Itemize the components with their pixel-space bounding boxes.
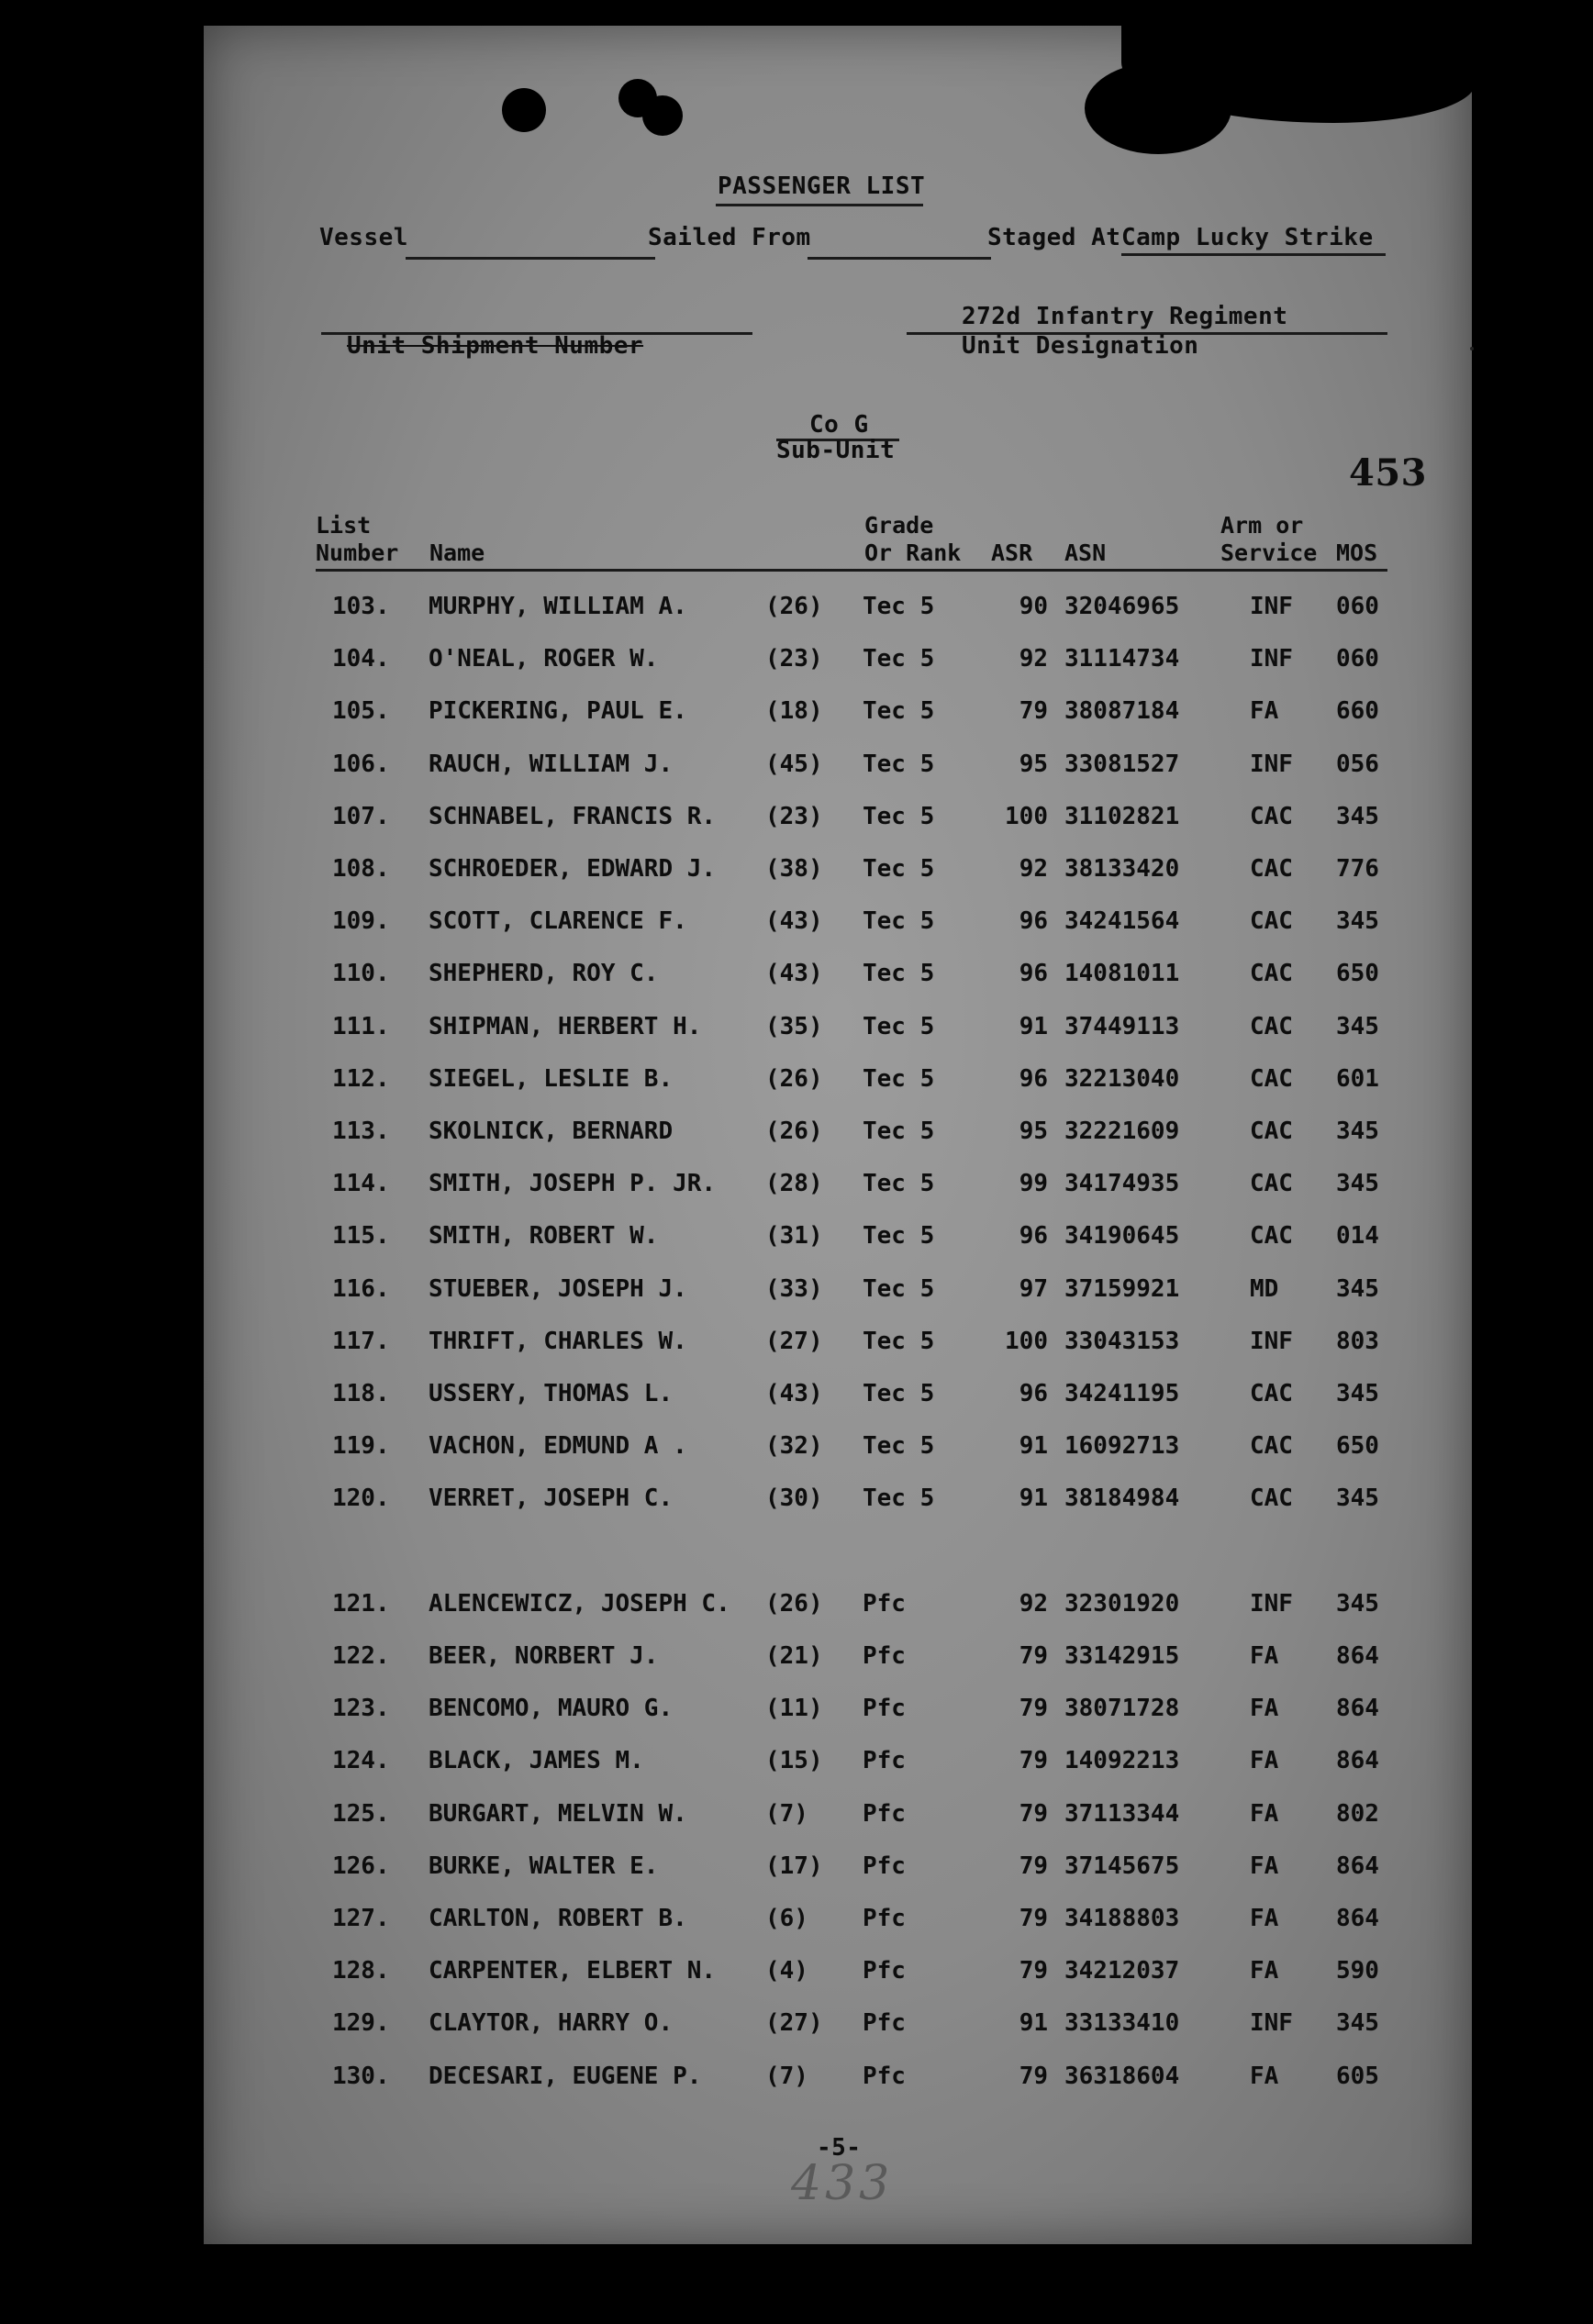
serial-number: 32301920	[1064, 1590, 1180, 1618]
age-code: (26)	[765, 1118, 823, 1145]
grade-rank: Tec 5	[863, 960, 935, 987]
grade-rank: Pfc	[863, 1905, 906, 1932]
serial-number: 32221609	[1064, 1118, 1180, 1145]
mos-code: 345	[1336, 1590, 1379, 1618]
col-list-number	[316, 512, 398, 567]
grade-rank: Tec 5	[863, 1013, 935, 1040]
asr-score: 99	[1019, 1170, 1048, 1197]
passenger-name: BURGART, MELVIN W.	[429, 1800, 687, 1828]
passenger-name: SMITH, ROBERT W.	[429, 1222, 659, 1250]
col-grade-line1: Grade	[864, 512, 934, 539]
table-row	[204, 1275, 1472, 1312]
arm-service: INF	[1250, 1590, 1293, 1618]
passenger-name: VACHON, EDMUND A .	[429, 1432, 687, 1460]
grade-rank: Tec 5	[863, 1328, 935, 1355]
punch-hole-middle-2	[642, 95, 683, 136]
asr-score: 96	[1019, 1380, 1048, 1407]
list-number: 116.	[332, 1275, 390, 1303]
passenger-name: SIEGEL, LESLIE B.	[429, 1065, 674, 1093]
mos-code: 650	[1336, 960, 1379, 987]
age-code: (43)	[765, 907, 823, 935]
asr-score: 96	[1019, 1222, 1048, 1250]
table-row	[204, 645, 1472, 682]
serial-number: 33142915	[1064, 1642, 1180, 1670]
age-code: (17)	[765, 1852, 823, 1880]
asr-score: 95	[1019, 1118, 1048, 1145]
page-stamp: 453	[1349, 451, 1427, 495]
age-code: (6)	[765, 1905, 808, 1932]
passenger-name: SHIPMAN, HERBERT H.	[429, 1013, 702, 1040]
asr-score: 79	[1019, 1957, 1048, 1985]
grade-rank: Tec 5	[863, 1118, 935, 1145]
document-title: PASSENGER LIST	[718, 172, 926, 200]
table-row	[204, 1905, 1472, 1941]
col-asn: ASN	[1064, 539, 1107, 566]
passenger-name: ALENCEWICZ, JOSEPH C.	[429, 1590, 730, 1618]
passenger-name: STUEBER, JOSEPH J.	[429, 1275, 687, 1303]
list-number: 106.	[332, 751, 390, 778]
col-grade-line2: Or Rank	[864, 539, 962, 566]
arm-service: FA	[1250, 1852, 1279, 1880]
table-row	[204, 1484, 1472, 1521]
passenger-name: USSERY, THOMAS L.	[429, 1380, 674, 1407]
passenger-name: BENCOMO, MAURO G.	[429, 1695, 674, 1722]
mos-code: 345	[1336, 2009, 1379, 2037]
passenger-name: SMITH, JOSEPH P. JR.	[429, 1170, 717, 1197]
mos-code: 864	[1336, 1695, 1379, 1722]
passenger-name: O'NEAL, ROGER W.	[429, 645, 659, 673]
table-row	[204, 1590, 1472, 1627]
arm-service: INF	[1250, 1328, 1293, 1355]
arm-service: CAC	[1250, 1118, 1293, 1145]
age-code: (45)	[765, 751, 823, 778]
asr-score: 91	[1019, 1484, 1048, 1512]
list-number: 126.	[332, 1852, 390, 1880]
age-code: (7)	[765, 2063, 808, 2090]
serial-number: 16092713	[1064, 1432, 1180, 1460]
asr-score: 92	[1019, 1590, 1048, 1618]
age-code: (26)	[765, 593, 823, 620]
serial-number: 33133410	[1064, 2009, 1180, 2037]
serial-number: 34174935	[1064, 1170, 1180, 1197]
col-arm-line1: Arm or	[1220, 512, 1304, 539]
passenger-name: CLAYTOR, HARRY O.	[429, 2009, 674, 2037]
age-code: (23)	[765, 803, 823, 830]
mos-code: 864	[1336, 1905, 1379, 1932]
mos-code: 802	[1336, 1800, 1379, 1828]
asr-score: 91	[1019, 1013, 1048, 1040]
serial-number: 33081527	[1064, 751, 1180, 778]
table-row	[204, 751, 1472, 787]
grade-rank: Tec 5	[863, 803, 935, 830]
age-code: (33)	[765, 1275, 823, 1303]
list-number: 105.	[332, 697, 390, 725]
arm-service: CAC	[1250, 1065, 1293, 1093]
serial-number: 38071728	[1064, 1695, 1180, 1722]
asr-score: 91	[1019, 2009, 1048, 2037]
mos-code: 060	[1336, 645, 1379, 673]
serial-number: 36318604	[1064, 2063, 1180, 2090]
vessel-label: Vessel	[319, 224, 408, 251]
grade-rank: Pfc	[863, 1590, 906, 1618]
unit-shipment-label: Unit Shipment Number	[347, 332, 644, 360]
arm-service: FA	[1250, 1642, 1279, 1670]
grade-rank: Tec 5	[863, 1380, 935, 1407]
arm-service: CAC	[1250, 960, 1293, 987]
asr-score: 79	[1019, 1695, 1048, 1722]
arm-service: FA	[1250, 2063, 1279, 2090]
grade-rank: Pfc	[863, 1747, 906, 1774]
serial-number: 37145675	[1064, 1852, 1180, 1880]
list-number: 118.	[332, 1380, 390, 1407]
grade-rank: Pfc	[863, 1800, 906, 1828]
passenger-name: SCHNABEL, FRANCIS R.	[429, 803, 717, 830]
asr-score: 96	[1019, 960, 1048, 987]
age-code: (7)	[765, 1800, 808, 1828]
list-number: 111.	[332, 1013, 390, 1040]
serial-number: 33043153	[1064, 1328, 1180, 1355]
serial-number: 32046965	[1064, 593, 1180, 620]
asr-score: 92	[1019, 645, 1048, 673]
list-number: 104.	[332, 645, 390, 673]
page-number: -5-	[817, 2134, 862, 2162]
passenger-name: BLACK, JAMES M.	[429, 1747, 644, 1774]
table-row	[204, 1957, 1472, 1994]
sub-unit-label: Sub-Unit	[776, 437, 896, 464]
mos-code: 056	[1336, 751, 1379, 778]
table-row	[204, 1800, 1472, 1837]
table-row	[204, 1747, 1472, 1784]
serial-number: 31114734	[1064, 645, 1180, 673]
arm-service: INF	[1250, 593, 1293, 620]
grade-rank: Tec 5	[863, 855, 935, 883]
table-row	[204, 593, 1472, 629]
col-name: Name	[429, 539, 485, 566]
mos-code: 345	[1336, 1484, 1379, 1512]
table-row	[204, 697, 1472, 734]
age-code: (15)	[765, 1747, 823, 1774]
list-number: 121.	[332, 1590, 390, 1618]
arm-service: CAC	[1250, 1170, 1293, 1197]
mos-code: 345	[1336, 907, 1379, 935]
asr-score: 79	[1019, 2063, 1048, 2090]
list-number: 124.	[332, 1747, 390, 1774]
arm-service: CAC	[1250, 855, 1293, 883]
age-code: (26)	[765, 1065, 823, 1093]
mos-code: 605	[1336, 2063, 1379, 2090]
serial-number: 14081011	[1064, 960, 1180, 987]
pencil-note: 433	[791, 2156, 894, 2211]
grade-rank: Pfc	[863, 1852, 906, 1880]
mos-code: 803	[1336, 1328, 1379, 1355]
table-row	[204, 2009, 1472, 2046]
grade-rank: Tec 5	[863, 1432, 935, 1460]
asr-score: 79	[1019, 1905, 1048, 1932]
table-row	[204, 1328, 1472, 1364]
sub-unit-value: Co G	[809, 411, 869, 439]
unit-designation-value: 272d Infantry Regiment	[962, 303, 1288, 330]
asr-score: 100	[1005, 1328, 1048, 1355]
age-code: (26)	[765, 1590, 823, 1618]
serial-number: 14092213	[1064, 1747, 1180, 1774]
table-row	[204, 1222, 1472, 1259]
asr-score: 79	[1019, 697, 1048, 725]
table-row	[204, 855, 1472, 892]
grade-rank: Tec 5	[863, 645, 935, 673]
grade-rank: Pfc	[863, 1642, 906, 1670]
table-row	[204, 907, 1472, 944]
passenger-name: CARLTON, ROBERT B.	[429, 1905, 687, 1932]
arm-service: FA	[1250, 1905, 1279, 1932]
serial-number: 37449113	[1064, 1013, 1180, 1040]
ink-blot	[1085, 62, 1231, 154]
list-number: 128.	[332, 1957, 390, 1985]
list-number: 125.	[332, 1800, 390, 1828]
serial-number: 38184984	[1064, 1484, 1180, 1512]
col-mos: MOS	[1336, 539, 1378, 566]
table-row	[204, 1170, 1472, 1206]
passenger-name: SCHROEDER, EDWARD J.	[429, 855, 717, 883]
arm-service: FA	[1250, 1695, 1279, 1722]
serial-number: 34190645	[1064, 1222, 1180, 1250]
staged-at-line	[1121, 253, 1386, 256]
title-underline	[716, 204, 923, 206]
age-code: (21)	[765, 1642, 823, 1670]
mos-code: 650	[1336, 1432, 1379, 1460]
table-row	[204, 803, 1472, 840]
passenger-name: RAUCH, WILLIAM J.	[429, 751, 674, 778]
arm-service: FA	[1250, 1800, 1279, 1828]
grade-rank: Tec 5	[863, 1222, 935, 1250]
mos-code: 345	[1336, 1118, 1379, 1145]
age-code: (43)	[765, 1380, 823, 1407]
staged-at-label: Staged At	[987, 224, 1121, 251]
grade-rank: Pfc	[863, 1957, 906, 1985]
serial-number: 37159921	[1064, 1275, 1180, 1303]
list-number: 123.	[332, 1695, 390, 1722]
serial-number: 34212037	[1064, 1957, 1180, 1985]
passenger-name: VERRET, JOSEPH C.	[429, 1484, 674, 1512]
mos-code: 345	[1336, 1380, 1379, 1407]
asr-score: 96	[1019, 907, 1048, 935]
arm-service: CAC	[1250, 907, 1293, 935]
grade-rank: Tec 5	[863, 1275, 935, 1303]
col-grade	[864, 512, 961, 567]
table-row	[204, 1852, 1472, 1889]
list-number: 112.	[332, 1065, 390, 1093]
col-list-number-line1: List	[316, 512, 372, 539]
arm-service: CAC	[1250, 803, 1293, 830]
asr-score: 91	[1019, 1432, 1048, 1460]
grade-rank: Pfc	[863, 2063, 906, 2090]
arm-service: INF	[1250, 2009, 1293, 2037]
passenger-name: DECESARI, EUGENE P.	[429, 2063, 702, 2090]
list-number: 119.	[332, 1432, 390, 1460]
list-number: 107.	[332, 803, 390, 830]
list-number: 110.	[332, 960, 390, 987]
arm-service: CAC	[1250, 1013, 1293, 1040]
col-arm-line2: Service	[1220, 539, 1318, 566]
arm-service: CAC	[1250, 1432, 1293, 1460]
age-code: (32)	[765, 1432, 823, 1460]
table-row	[204, 1013, 1472, 1050]
col-arm-service	[1220, 512, 1317, 567]
asr-score: 96	[1019, 1065, 1048, 1093]
grade-rank: Pfc	[863, 2009, 906, 2037]
table-row	[204, 1695, 1472, 1731]
mos-code: 060	[1336, 593, 1379, 620]
asr-score: 79	[1019, 1747, 1048, 1774]
mos-code: 590	[1336, 1957, 1379, 1985]
passenger-name: CARPENTER, ELBERT N.	[429, 1957, 717, 1985]
serial-number: 38133420	[1064, 855, 1180, 883]
col-asr: ASR	[991, 539, 1033, 566]
list-number: 108.	[332, 855, 390, 883]
mos-code: 345	[1336, 803, 1379, 830]
asr-score: 90	[1019, 593, 1048, 620]
mos-code: 345	[1336, 1275, 1379, 1303]
list-number: 109.	[332, 907, 390, 935]
arm-service: FA	[1250, 1747, 1279, 1774]
table-row	[204, 1642, 1472, 1679]
arm-service: MD	[1250, 1275, 1279, 1303]
list-number: 114.	[332, 1170, 390, 1197]
list-number: 129.	[332, 2009, 390, 2037]
grade-rank: Tec 5	[863, 751, 935, 778]
serial-number: 32213040	[1064, 1065, 1180, 1093]
grade-rank: Tec 5	[863, 697, 935, 725]
speck	[1470, 347, 1474, 350]
mos-code: 601	[1336, 1065, 1379, 1093]
asr-score: 97	[1019, 1275, 1048, 1303]
mos-code: 660	[1336, 697, 1379, 725]
list-number: 117.	[332, 1328, 390, 1355]
mos-code: 864	[1336, 1642, 1379, 1670]
document-page	[204, 26, 1472, 2244]
arm-service: CAC	[1250, 1222, 1293, 1250]
table-row	[204, 1380, 1472, 1417]
serial-number: 31102821	[1064, 803, 1180, 830]
passenger-name: SCOTT, CLARENCE F.	[429, 907, 687, 935]
mos-code: 864	[1336, 1852, 1379, 1880]
passenger-name: BEER, NORBERT J.	[429, 1642, 659, 1670]
asr-score: 79	[1019, 1852, 1048, 1880]
serial-number: 38087184	[1064, 697, 1180, 725]
age-code: (38)	[765, 855, 823, 883]
asr-score: 92	[1019, 855, 1048, 883]
arm-service: FA	[1250, 697, 1279, 725]
punch-hole-left	[502, 88, 546, 132]
passenger-name: BURKE, WALTER E.	[429, 1852, 659, 1880]
serial-number: 37113344	[1064, 1800, 1180, 1828]
arm-service: CAC	[1250, 1380, 1293, 1407]
mos-code: 345	[1336, 1170, 1379, 1197]
table-row	[204, 1118, 1472, 1154]
table-row	[204, 960, 1472, 996]
age-code: (18)	[765, 697, 823, 725]
vessel-line	[406, 257, 655, 260]
age-code: (31)	[765, 1222, 823, 1250]
grade-rank: Tec 5	[863, 1170, 935, 1197]
age-code: (43)	[765, 960, 823, 987]
table-row	[204, 1432, 1472, 1469]
mos-code: 776	[1336, 855, 1379, 883]
serial-number: 34241195	[1064, 1380, 1180, 1407]
passenger-name: PICKERING, PAUL E.	[429, 697, 687, 725]
header-underline	[316, 569, 1387, 572]
grade-rank: Tec 5	[863, 1484, 935, 1512]
passenger-name: THRIFT, CHARLES W.	[429, 1328, 687, 1355]
col-list-number-line2: Number	[316, 539, 399, 566]
unit-designation-label: Unit Designation	[962, 332, 1199, 360]
arm-service: INF	[1250, 751, 1293, 778]
list-number: 113.	[332, 1118, 390, 1145]
grade-rank: Pfc	[863, 1695, 906, 1722]
list-number: 127.	[332, 1905, 390, 1932]
age-code: (27)	[765, 2009, 823, 2037]
age-code: (23)	[765, 645, 823, 673]
staged-at-value: Camp Lucky Strike	[1121, 224, 1374, 251]
list-number: 103.	[332, 593, 390, 620]
age-code: (27)	[765, 1328, 823, 1355]
list-number: 120.	[332, 1484, 390, 1512]
list-number: 130.	[332, 2063, 390, 2090]
asr-score: 79	[1019, 1800, 1048, 1828]
grade-rank: Tec 5	[863, 1065, 935, 1093]
arm-service: INF	[1250, 645, 1293, 673]
passenger-name: SHEPHERD, ROY C.	[429, 960, 659, 987]
mos-code: 864	[1336, 1747, 1379, 1774]
age-code: (4)	[765, 1957, 808, 1985]
age-code: (28)	[765, 1170, 823, 1197]
passenger-name: SKOLNICK, BERNARD	[429, 1118, 674, 1145]
table-row	[204, 2063, 1472, 2099]
grade-rank: Tec 5	[863, 907, 935, 935]
grade-rank: Tec 5	[863, 593, 935, 620]
age-code: (11)	[765, 1695, 823, 1722]
asr-score: 79	[1019, 1642, 1048, 1670]
serial-number: 34188803	[1064, 1905, 1180, 1932]
passenger-name: MURPHY, WILLIAM A.	[429, 593, 687, 620]
list-number: 122.	[332, 1642, 390, 1670]
asr-score: 95	[1019, 751, 1048, 778]
age-code: (35)	[765, 1013, 823, 1040]
mos-code: 345	[1336, 1013, 1379, 1040]
sailed-from-label: Sailed From	[648, 224, 811, 251]
sailed-from-line	[808, 257, 991, 260]
table-row	[204, 1065, 1472, 1102]
serial-number: 34241564	[1064, 907, 1180, 935]
mos-code: 014	[1336, 1222, 1379, 1250]
list-number: 115.	[332, 1222, 390, 1250]
asr-score: 100	[1005, 803, 1048, 830]
age-code: (30)	[765, 1484, 823, 1512]
arm-service: CAC	[1250, 1484, 1293, 1512]
arm-service: FA	[1250, 1957, 1279, 1985]
